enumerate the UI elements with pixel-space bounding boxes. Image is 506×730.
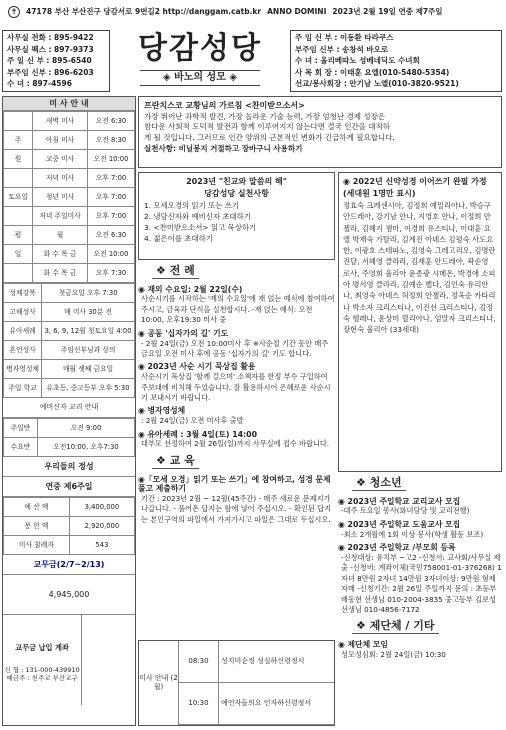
info-cell: 3, 6, 9, 12월 첫토요일 4:00 (42, 322, 135, 341)
liturgy-item-title: ◉ 2023년 사순 시기 묵상집 활용 (138, 362, 256, 372)
info-table (3, 283, 135, 398)
prep-title: 예비신자 교리 안내 (3, 398, 135, 418)
address: 47178 부산 부산진구 당감서로 9번길2 http://danggam.catb.kr (26, 7, 262, 17)
mass-cell: 오후 7:30 (87, 264, 134, 283)
staff-line: 부주임 신부 : 송창석 바오로 (295, 44, 389, 54)
finance-sub: 연중 제6주일 (3, 477, 135, 497)
funeral-rows (179, 641, 334, 725)
practice-item: 2. 냉담신자와 예비신자 초대하기 (144, 212, 251, 222)
info-row (4, 341, 135, 360)
prep-cell: 오전 9:00 (38, 419, 135, 438)
youth-item-body: -신청대상: 유치부 ~고2 -신청서: 교사회/사무실 제출 -신청비: 계좌이체(국민758001-01-376268) 1자녀 8만원 2자녀 14만원 3자녀이상: 9만원 형제자매 -신청기간: 2월 26일 주일까지 문의 : 초등부 배동현 선생님 010-2004-3835 중고등부 김보성 선생님 010-4856-7172 (341, 552, 502, 615)
youth-item-title: ◉ 2023년 주일학교 도움교사 모집 (338, 519, 461, 529)
contact-line: 수 녀 : 897-4596 (7, 79, 72, 88)
mass-cell: 새벽 미사 (33, 112, 88, 131)
finance-cell: 2,920,000 (69, 517, 134, 536)
bible-names: 정효숙 크레센시아, 김정희 에밀리아나, 박승구 안드레아, 강기남 안나, 지영호 안나, 이정희 안젤라, 김혜지 젬마, 이경희 유스티나, 이대훈 요엘 박재숙 가탈라, 김계진 아녜스 김평숙 사도요한, 이광호 스테파노, 김영숙 그레고리오, 김명란 진달, 서혜영 클라라, 김재훈 안드레아, 곽순영 로사, 주영희 율리아 윤종광 시메온, 박경애 소피아 명서영 클라라, 김예순 벨다, 김인숙 유리안나, 최영숙 아녜스 허정희 안젤라, 정옥순 카타리나 박소자 크리스티나, 이진선 크리스티나, 김정숙 헬레나, 윤상미 릴리아나, 엄말자 크리스티나, 장현숙 율리아 (33세대) (343, 201, 496, 335)
info-cell: 고해성사 (4, 303, 42, 322)
finance-cell: 예 산 액 (4, 498, 70, 517)
issue-date: 2023년 2월 19일 연중 제7주일 (332, 7, 443, 17)
staff-line: 수 녀 : 올리베따노 성베네딕도 수녀회 (295, 56, 420, 65)
mass-cell: 화 수 목 금 (33, 264, 88, 283)
edu-title: ◉「모세 오경」읽기 또는 쓰기」에 참여하고, 성경 문제 풀고 제출하기 (138, 474, 331, 494)
info-cell: 병자영성체 (4, 360, 42, 379)
poor-value: 4,945,000 (3, 575, 135, 615)
edu-heading: ❖ 교 육 (152, 454, 199, 469)
account-title: 교무금 납입 계좌 (15, 643, 69, 652)
church-logo-icon: ✝ (8, 6, 20, 18)
finance-row (4, 536, 135, 555)
info-cell: 주일 학교 (4, 379, 42, 398)
edu-body: 기간 : 2023년 2월 ~ 12월(45주간) - 매주 새로운 문제지가 나갑니다. - 풀어온 답지는 함에 넣어 주십시오. - 확인된 답지는 본인구역의 파일에서 가져가시고 파일은 그대로 두십시오. (141, 494, 332, 524)
staff-line: 주 임 신 부 : 이동환 타라쿠스 (295, 33, 394, 42)
funeral-time: 10:30 (179, 683, 219, 724)
youth-heading: ❖ 청소년 (352, 476, 406, 491)
mass-cell: 오전 10:00 (87, 245, 134, 264)
info-cell: 주임신부님과 상의 (42, 341, 135, 360)
mass-title: 미 사 안 내 (3, 97, 135, 111)
info-cell: 매월 셋째 금요일 (42, 360, 135, 379)
funeral-table (138, 640, 335, 726)
staff-line: 선교/봉사회장 : 안기남 노엘(010-3820-9521) (295, 79, 459, 88)
mass-cell: 오전 8:30 (87, 131, 134, 150)
mass-row (4, 207, 135, 226)
mass-row (4, 264, 135, 283)
account-box (3, 615, 82, 705)
info-row (4, 360, 135, 379)
pope-teaching (138, 96, 502, 168)
mass-row (4, 188, 135, 207)
prep-row (4, 419, 135, 438)
contact-line: 주 일 신 부 : 895-6540 (7, 56, 92, 65)
left-column (2, 96, 136, 726)
youth-heading-text: 청소년 (369, 476, 402, 489)
finance-cell: 미사 참례자 (4, 536, 70, 555)
mass-cell: 청년 미사 (33, 188, 88, 207)
finance-row (4, 498, 135, 517)
info-row (4, 284, 135, 303)
edu-heading-text: 교 육 (169, 453, 195, 467)
mass-cell: 원 (4, 150, 33, 169)
contact-box (2, 30, 110, 92)
practice-box (138, 172, 335, 260)
anno: ANNO DOMINI (267, 7, 327, 17)
mass-cell: 주 (4, 131, 33, 150)
liturgy-item-body: : 2월 24일(금) 오전 미사후 출발 (141, 416, 244, 426)
mass-cell: 오후 7:00 (87, 188, 134, 207)
liturgy-item-body: 대부모 선정하여 2월 26일(일)까지 사무실에 접수 바랍니다. (141, 439, 330, 449)
mass-cell (4, 169, 33, 188)
info-cell: 매 미사 30분 전 (42, 303, 135, 322)
practice-item: 4. 젊은이를 초대하기 (144, 234, 213, 244)
liturgy-item-title: ◉ 공동 '십자가의 길' 기도 (138, 328, 229, 338)
etc-heading: ❖ 제단체 / 기타 (352, 619, 439, 634)
prep-row (4, 438, 135, 457)
finance-cell: 3,400,000 (69, 498, 134, 517)
liturgy-item-title: ◉ 유아세례 : 3월 4일(토) 14:00 (138, 429, 258, 439)
mass-row (4, 226, 135, 245)
funeral-row (179, 641, 334, 683)
info-cell: 유초등, 중고등부 오후 5:30 (42, 379, 135, 398)
info-row (4, 379, 135, 398)
mass-row (4, 150, 135, 169)
bible-title: ◉ 2022년 신약성경 이어쓰기 완필 가정(세대원 1명만 표시) (343, 177, 487, 198)
youth-item-title: ◉ 2023년 주일학교 교리교사 모집 (338, 496, 461, 506)
staff-box (290, 30, 502, 92)
prep-cell: 주일반 (4, 419, 38, 438)
etc-body: 성모성심회: 2월 24일(금) 10:30 (341, 649, 446, 659)
teaching-head: 프란치스코 교황님의 가르침 <찬미받으소서> (144, 101, 305, 110)
funeral-label: 미사 안내 (2월) (139, 641, 179, 725)
youth-item-body: -최소 2개월에 1회 이상 봉사(학생 활동 보조) (341, 529, 484, 539)
prep-cell: 오전10:00, 오후7:30 (38, 438, 135, 457)
etc-heading-text: 제단체 / 기타 (369, 619, 435, 633)
info-cell: 유아세례 (4, 322, 42, 341)
bottom-area (3, 615, 135, 705)
mass-cell: 저녁 미사 (33, 169, 88, 188)
subtitle-text: 바노의 성모 (174, 72, 226, 83)
page-title: 당감성당 (138, 31, 262, 66)
bank-line: 신 협 : 131-000-439910 (4, 666, 80, 674)
mass-cell: 오전 6:30 (87, 226, 134, 245)
funeral-text: 예언자들의요 인자하신령정서 (221, 699, 312, 708)
teaching-line: 게 될 것입니다. 그러므로 인간 양위의 근본적인 변화가 긴급하게 필요합니다. (144, 133, 395, 143)
info-cell: 성체강복 (4, 284, 42, 303)
info-row (4, 303, 135, 322)
mass-cell: 오후 7:00 (87, 169, 134, 188)
info-row (4, 322, 135, 341)
box-title1: 2023년 "친교와 말씀의 해" (186, 177, 287, 186)
mass-row (4, 131, 135, 150)
liturgy-item-title: ◉ 병자영성체 (138, 406, 186, 416)
practice-line: 실천사항: 비닐봉지 거절하고 장바구니 사용하기 (144, 144, 303, 154)
info-cell: 혼인성사 (4, 341, 42, 360)
youth-item-body: -대주 토요일 봉사(화녀담당 및 교리전행) (341, 506, 470, 516)
mass-cell: 저녁 주일미사 (33, 207, 88, 226)
contact-line: 사무실 전화 : 895-9422 (7, 33, 94, 42)
mass-cell: 월 (33, 226, 88, 245)
teaching-line: 가장 뛰어난 과학적 발견, 가장 놀라운 기술 능력, 가장 엄청난 경제 성장은 (144, 111, 386, 121)
mass-cell: 오전 6:30 (87, 112, 134, 131)
liturgy-heading-text: 전 례 (169, 264, 195, 277)
liturgy-item-body: 사순시기 묵상집 '함께 걸으며' 소책자를 한정 부수 구입하여 주보대에 비치해 두었습니다. 잘 활용하시어 은혜로운 사순시기 보내시기 바랍니다. (141, 372, 331, 403)
contact-line: 사무실 팩스 : 897-9373 (7, 44, 94, 54)
funeral-text: 성지미순정 성실하신령정서 (221, 657, 305, 666)
mass-cell (4, 112, 33, 131)
mass-cell: 교중 미사 (33, 150, 88, 169)
mass-cell (4, 264, 33, 283)
mass-row (4, 112, 135, 131)
mass-cell: 평 (4, 226, 33, 245)
finance-cell: 봉 헌 액 (4, 517, 70, 536)
mass-cell: 아침 미사 (33, 131, 88, 150)
finance-cell: 543 (69, 536, 134, 555)
funeral-time: 08:30 (179, 641, 219, 682)
practice-item: 3. <찬미받으소서> 읽고 묵상하기 (144, 223, 257, 233)
mass-cell: 오전 10:00 (87, 150, 134, 169)
info-cell: 첫금요일 오후 7:30 (42, 284, 135, 303)
page-subtitle: ◈ 바노의 성모 ◈ (140, 70, 260, 86)
etc-title: ◉ 제단체 모임 (338, 640, 388, 650)
liturgy-item-body: - 2월 24일(금) 오전 10:00미사 후 ※사순절 기간 동안 매주 금요일 오전 미사 후에 공동 '십자가의 길' 기도 합니다. (141, 338, 329, 358)
poor-label: 교무금(2/7~2/13) (3, 555, 135, 575)
contact-line: 부주임 신부 : 896-6203 (7, 67, 94, 77)
right-column (338, 172, 502, 726)
prep-table (3, 418, 135, 457)
practice-item: 1. 모세오경의 읽기 또는 쓰기 (144, 201, 239, 210)
mass-row (4, 169, 135, 188)
youth-item-title: ◉ 2023년 주일학교 /부모회 등록 (338, 543, 456, 553)
mass-cell: 일 (4, 245, 33, 264)
funeral-row (179, 683, 334, 725)
teaching-line: 참다운 사회적 도덕적 발전과 함께 이루어지지 않는다면 결국 인간을 대적하 (144, 122, 391, 132)
mass-row (4, 245, 135, 264)
top-bar (0, 0, 506, 24)
staff-line: 사 목 회 장 : 이태훈 요엘(010-5480-5354) (295, 67, 450, 77)
mass-table (3, 111, 135, 283)
box-title2: 당감성당 실천사항 (204, 189, 269, 198)
finance-table (3, 497, 135, 555)
mass-cell: 오후 7:00 (87, 207, 134, 226)
mass-cell: 토요일 (4, 188, 33, 207)
holder-line: 예금주 : 천주교 부산교구 (6, 674, 78, 683)
mass-cell: 화 수 목 금 (33, 245, 88, 264)
liturgy-item-title: ◉ 재의 수요일: 2월 22일(수) (138, 284, 243, 294)
finance-title: 우리들의 정성 (3, 457, 135, 477)
liturgy-item-body: 사순시기를 시작하는 '재의 수요일'에 재 얹는 예식에 참여하여 주시고, 금육과 단식을 실천합시다. -재 얹는 예식: 오전10:00, 오후19:30 미사 중 (141, 294, 335, 325)
liturgy-heading: ❖ 전 례 (152, 264, 199, 279)
finance-row (4, 517, 135, 536)
bible-box (338, 172, 502, 472)
middle-column (138, 172, 335, 638)
mass-cell (4, 207, 33, 226)
prep-cell: 수요반 (4, 438, 38, 457)
